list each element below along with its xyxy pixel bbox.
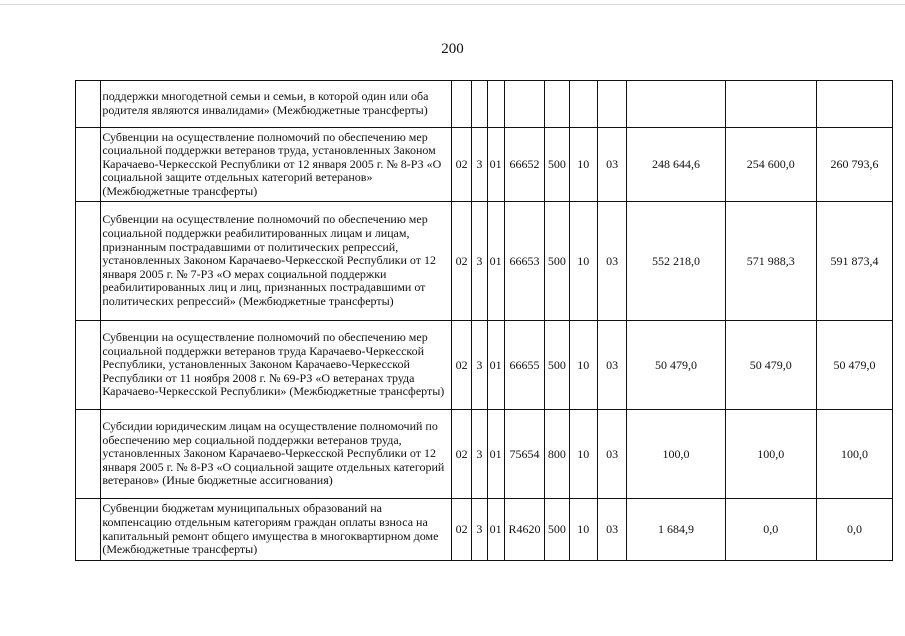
cell-podrazdel: 01 (487, 128, 504, 202)
cell-gl: 02 (452, 202, 472, 321)
cell-podrazdel: 01 (487, 321, 504, 410)
cell-target-article: R4620 (504, 499, 545, 561)
cell-section (569, 81, 597, 128)
cell-amount-year-1 (627, 81, 725, 128)
cell-section: 10 (569, 499, 597, 561)
cell-podrazdel: 01 (487, 202, 504, 321)
top-divider (0, 4, 905, 5)
cell-section: 10 (569, 410, 597, 499)
cell-amount-year-1: 552 218,0 (627, 202, 725, 321)
cell-stub (76, 410, 101, 499)
cell-razdel: 3 (472, 128, 487, 202)
cell-target-article: 75654 (504, 410, 545, 499)
cell-description: Субвенции на осуществление полномочий по обеспечению мер социальной поддержки ветеранов труда, установленных Законом Карачаево-Черкесской Республики от 12 января 2005 г. № 8-РЗ «О социальной защите отдельных категорий ветеранов» (Межбюджетные трансферты) (101, 128, 452, 202)
cell-razdel (472, 81, 487, 128)
cell-amount-year-3: 50 479,0 (816, 321, 892, 410)
cell-gl: 02 (452, 410, 472, 499)
cell-razdel: 3 (472, 202, 487, 321)
table-row (76, 410, 893, 499)
cell-gl: 02 (452, 499, 472, 561)
cell-subsection: 03 (597, 128, 626, 202)
cell-subsection: 03 (597, 321, 626, 410)
cell-amount-year-2: 0,0 (725, 499, 816, 561)
cell-description: Субвенции бюджетам муниципальных образований на компенсацию отдельным категориям граждан оплаты взноса на капитальный ремонт общего имущества в многоквартирном доме (Межбюджетные трансферты) (101, 499, 452, 561)
cell-razdel: 3 (472, 499, 487, 561)
cell-expense-type: 500 (545, 499, 569, 561)
cell-subsection: 03 (597, 202, 626, 321)
cell-description: Субвенции на осуществление полномочий по обеспечению мер социальной поддержки ветеранов труда Карачаево-Черкесской Республики, установленных Законом Карачаево-Черкесской Республики от 11 ноября 2008 г. № 69-РЗ «О ветеранах труда Карачаево-Черкесской Республики» (Межбюджетные трансферты) (101, 321, 452, 410)
cell-amount-year-3: 260 793,6 (816, 128, 892, 202)
cell-expense-type (545, 81, 569, 128)
table-row (76, 128, 893, 202)
table-row (76, 81, 893, 128)
cell-amount-year-2 (725, 81, 816, 128)
cell-section: 10 (569, 202, 597, 321)
cell-amount-year-1: 50 479,0 (627, 321, 725, 410)
cell-stub (76, 81, 101, 128)
cell-description: поддержки многодетной семьи и семьи, в которой один или оба родителя являются инвалидами» (Межбюджетные трансферты) (101, 81, 452, 128)
cell-amount-year-2: 50 479,0 (725, 321, 816, 410)
cell-subsection: 03 (597, 499, 626, 561)
cell-description: Субсидии юридическим лицам на осуществление полномочий по обеспечению мер социальной поддержки ветеранов труда, установленных Законом Карачаево-Черкесской Республики от 12 января 2005 г. № 8-РЗ «О социальной защите отдельных категорий ветеранов» (Иные бюджетные ассигнования) (101, 410, 452, 499)
cell-amount-year-3: 100,0 (816, 410, 892, 499)
cell-target-article: 66653 (504, 202, 545, 321)
cell-target-article (504, 81, 545, 128)
cell-amount-year-1: 100,0 (627, 410, 725, 499)
cell-description: Субвенции на осуществление полномочий по обеспечению мер социальной поддержки реабилитированных лицам и лицам, признанным пострадавшими от политических репрессий, установленных Законом Карачаево-Черкесской Республики от 12 января 2005 г. № 7-РЗ «О мерах социальной поддержки реабилитированных лиц и лиц, признанных пострадавшими от политических репрессий» (Межбюджетные трансферты) (101, 202, 452, 321)
cell-expense-type: 500 (545, 128, 569, 202)
cell-target-article: 66655 (504, 321, 545, 410)
cell-stub (76, 202, 101, 321)
cell-expense-type: 800 (545, 410, 569, 499)
cell-razdel: 3 (472, 321, 487, 410)
table-row (76, 321, 893, 410)
budget-table (75, 80, 893, 561)
cell-gl: 02 (452, 321, 472, 410)
cell-subsection: 03 (597, 410, 626, 499)
cell-amount-year-3: 0,0 (816, 499, 892, 561)
cell-podrazdel: 01 (487, 410, 504, 499)
cell-section: 10 (569, 321, 597, 410)
cell-amount-year-1: 1 684,9 (627, 499, 725, 561)
cell-podrazdel (487, 81, 504, 128)
cell-gl (452, 81, 472, 128)
cell-stub (76, 499, 101, 561)
cell-stub (76, 128, 101, 202)
cell-podrazdel: 01 (487, 499, 504, 561)
cell-razdel: 3 (472, 410, 487, 499)
cell-amount-year-3: 591 873,4 (816, 202, 892, 321)
table-row (76, 499, 893, 561)
cell-amount-year-2: 254 600,0 (725, 128, 816, 202)
cell-stub (76, 321, 101, 410)
table-row (76, 202, 893, 321)
cell-target-article: 66652 (504, 128, 545, 202)
cell-subsection (597, 81, 626, 128)
cell-amount-year-1: 248 644,6 (627, 128, 725, 202)
page-number: 200 (441, 41, 464, 57)
cell-expense-type: 500 (545, 202, 569, 321)
cell-section: 10 (569, 128, 597, 202)
cell-amount-year-3 (816, 81, 892, 128)
cell-amount-year-2: 571 988,3 (725, 202, 816, 321)
cell-gl: 02 (452, 128, 472, 202)
cell-expense-type: 500 (545, 321, 569, 410)
cell-amount-year-2: 100,0 (725, 410, 816, 499)
